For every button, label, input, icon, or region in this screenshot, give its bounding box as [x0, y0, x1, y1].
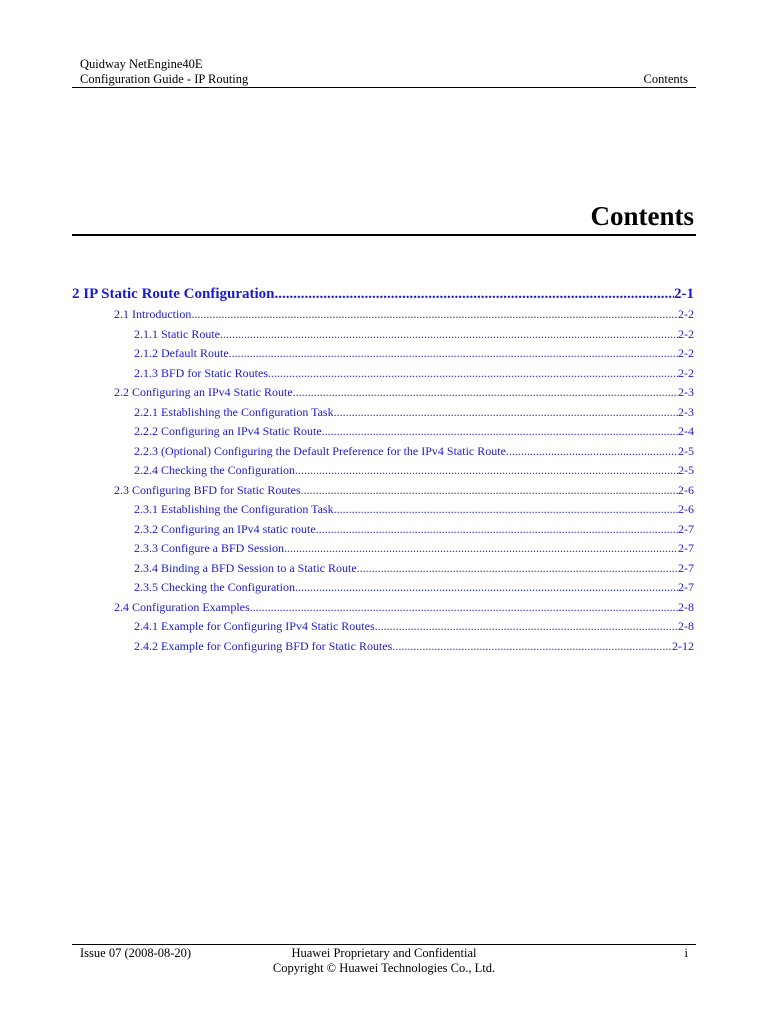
toc-entry-page: 2-8	[678, 619, 694, 633]
footer-divider	[72, 944, 696, 945]
toc-leader-dots	[392, 637, 672, 657]
toc-entry-page: 2-1	[674, 286, 694, 302]
header-guide-title: Configuration Guide - IP Routing	[80, 72, 249, 86]
footer-issue: Issue 07 (2008-08-20)	[80, 946, 192, 960]
toc-entry[interactable]	[72, 500, 694, 520]
toc-leader-dots	[220, 325, 678, 345]
toc-leader-dots	[295, 461, 678, 481]
toc-entry-label: 2.2 Configuring an IPv4 Static Route	[114, 385, 293, 399]
toc-entry-label: 2.3.3 Configure a BFD Session	[134, 541, 284, 555]
toc-entry-label: 2.4.1 Example for Configuring IPv4 Static Routes	[134, 619, 375, 633]
toc-entry-page: 2-12	[672, 638, 694, 653]
toc-entry-page: 2-7	[678, 580, 694, 594]
toc-entry-page: 2-2	[678, 307, 694, 321]
toc-entry-label: 2.2.1 Establishing the Configuration Task	[134, 404, 334, 419]
toc-entry-label: 2.2.2 Configuring an IPv4 Static Route	[134, 424, 322, 438]
toc-entry-page: 2-3	[678, 385, 694, 399]
toc-entry-label: 2.1.1 Static Route	[134, 326, 220, 341]
toc-entry[interactable]	[72, 383, 694, 403]
footer-center	[0, 946, 768, 976]
toc-entry[interactable]	[72, 283, 694, 305]
toc-entry-page: 2-7	[678, 541, 694, 555]
toc-leader-dots	[284, 539, 678, 559]
footer-page-number: i	[684, 946, 688, 960]
toc-entry[interactable]	[72, 539, 694, 559]
header-product: Quidway NetEngine40E	[80, 57, 203, 71]
toc-entry-page: 2-4	[678, 424, 694, 438]
toc-entry-label: 2.1 Introduction	[114, 307, 192, 321]
toc-leader-dots	[250, 598, 678, 618]
toc-entry[interactable]	[72, 403, 694, 423]
toc-entry-label: 2.2.3 (Optional) Configuring the Default Preference for the IPv4 Static Route	[134, 443, 506, 458]
toc-entry[interactable]	[72, 637, 694, 657]
toc-leader-dots	[275, 283, 675, 305]
toc-entry[interactable]	[72, 364, 694, 384]
toc-entry[interactable]	[72, 520, 694, 540]
toc-leader-dots	[375, 617, 678, 637]
toc-entry-page: 2-7	[678, 521, 694, 536]
toc-leader-dots	[191, 305, 678, 325]
toc-entry[interactable]	[72, 617, 694, 637]
toc-leader-dots	[301, 481, 678, 501]
toc-entry-label: 2 IP Static Route Configuration	[72, 286, 275, 302]
toc-entry-label: 2.3.2 Configuring an IPv4 static route	[134, 521, 316, 536]
toc-entry-page: 2-6	[678, 502, 694, 516]
toc-entry-label: 2.3.1 Establishing the Configuration Task	[134, 502, 334, 516]
footer-copyright: Copyright © Huawei Technologies Co., Ltd.	[272, 961, 496, 975]
toc-entry[interactable]	[72, 305, 694, 325]
header-divider	[72, 87, 696, 88]
title-divider	[72, 234, 696, 236]
toc-leader-dots	[316, 520, 678, 540]
toc-entry[interactable]	[72, 442, 694, 462]
toc-leader-dots	[268, 364, 678, 384]
toc-entry-page: 2-3	[678, 404, 694, 419]
toc-entry[interactable]	[72, 325, 694, 345]
toc-entry[interactable]	[72, 344, 694, 364]
toc-leader-dots	[506, 442, 678, 462]
toc-entry[interactable]	[72, 481, 694, 501]
toc-entry-label: 2.4 Configuration Examples	[114, 599, 250, 614]
toc-entry[interactable]	[72, 461, 694, 481]
toc-entry-page: 2-5	[678, 463, 694, 477]
toc-entry-label: 2.1.3 BFD for Static Routes	[134, 365, 268, 380]
toc-entry-label: 2.3.5 Checking the Configuration	[134, 580, 295, 594]
toc-entry-page: 2-2	[678, 365, 694, 380]
toc-leader-dots	[357, 559, 678, 579]
toc-entry-page: 2-7	[678, 560, 694, 575]
toc-leader-dots	[322, 422, 678, 442]
toc-entry[interactable]	[72, 598, 694, 618]
toc-leader-dots	[295, 578, 678, 598]
header-section: Contents	[643, 72, 688, 86]
toc-entry-label: 2.4.2 Example for Configuring BFD for Static Routes	[134, 638, 393, 653]
toc-entry-page: 2-6	[678, 482, 694, 497]
toc-entry[interactable]	[72, 578, 694, 598]
toc-entry-label: 2.1.2 Default Route	[134, 346, 229, 360]
toc-entry[interactable]	[72, 559, 694, 579]
toc-leader-dots	[334, 500, 678, 520]
toc-entry-page: 2-5	[678, 443, 694, 458]
toc-leader-dots	[229, 344, 678, 364]
toc-entry[interactable]	[72, 422, 694, 442]
toc-leader-dots	[334, 403, 678, 423]
toc-entry-label: 2.2.4 Checking the Configuration	[134, 463, 295, 477]
toc-entry-page: 2-8	[678, 599, 694, 614]
page-header-left	[80, 57, 248, 87]
toc-leader-dots	[293, 383, 678, 403]
toc-entry-page: 2-2	[678, 346, 694, 360]
toc-entry-label: 2.3 Configuring BFD for Static Routes	[114, 482, 301, 497]
footer-proprietary: Huawei Proprietary and Confidential	[291, 946, 477, 960]
toc-entry-label: 2.3.4 Binding a BFD Session to a Static Route	[134, 560, 357, 575]
table-of-contents	[72, 283, 694, 656]
page-title: Contents	[590, 201, 694, 231]
toc-entry-page: 2-2	[678, 326, 694, 341]
